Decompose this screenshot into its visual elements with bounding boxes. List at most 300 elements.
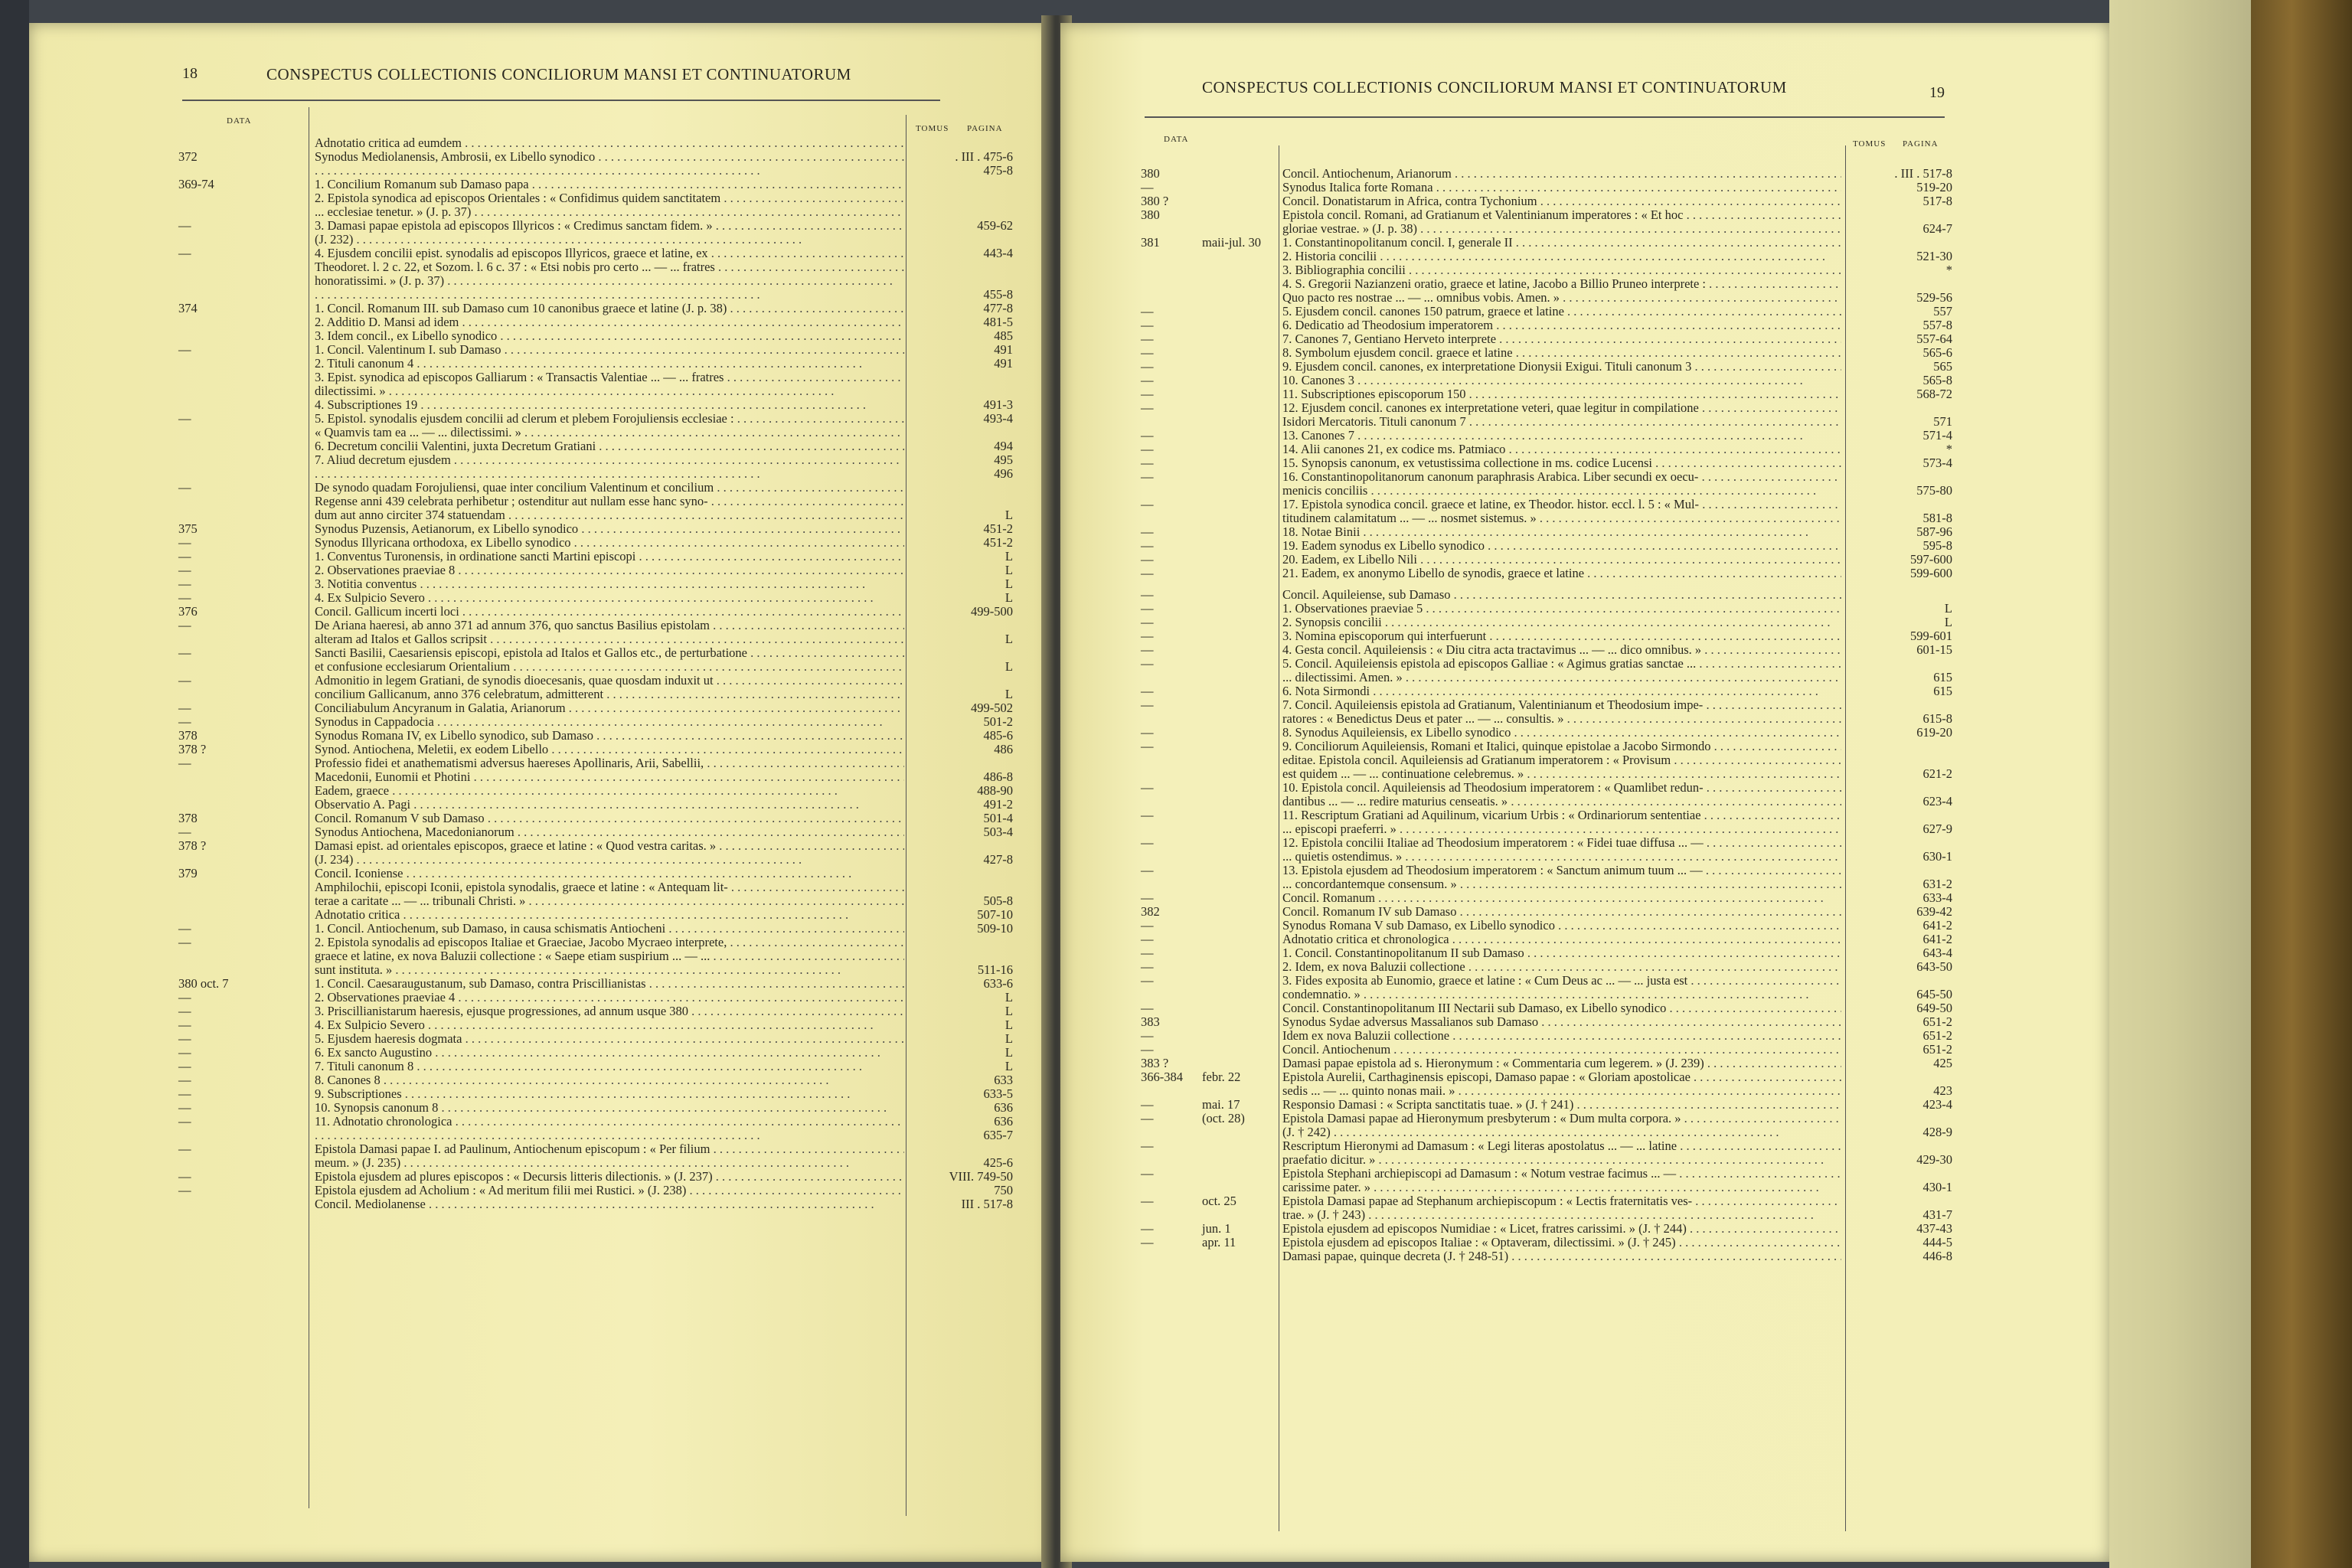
entry-volume-page: 423-4: [1922, 1097, 1952, 1112]
entry-volume-page: III . 517-8: [961, 1197, 1013, 1211]
entry-text: condemnatio. » . . .: [1282, 988, 1841, 1001]
entry-date: —: [1141, 642, 1154, 657]
entry-row: [178, 908, 1017, 922]
entry-date: —: [178, 1142, 191, 1156]
entry-volume-page: L: [1944, 615, 1952, 629]
entry-text: Concil. Aquileiense, sub Damaso . . .: [1282, 588, 1841, 602]
entry-volume-page: 425-6: [983, 1155, 1013, 1170]
entry-date: —: [1141, 656, 1154, 671]
entry-text: 3. Bibliographia concilii . . .: [1282, 263, 1841, 277]
entry-row: [178, 522, 1017, 536]
entry-volume-page: 643-4: [1922, 946, 1952, 960]
entry-text: Synodus Illyricana orthodoxa, ex Libello synodico . . .: [315, 536, 904, 550]
entry-text: 2. Epistola synodica ad episcopos Orientales : « Confidimus quidem sanctitatem . . .: [315, 191, 904, 205]
entry-volume-page: L: [1004, 549, 1013, 564]
entry-row: [1141, 374, 1952, 387]
entry-row: [178, 536, 1017, 550]
entry-text: 12. Ejusdem concil. canones ex interpretatione veteri, quae legitur in compilatione . . .: [1282, 401, 1841, 415]
entry-date: —: [178, 673, 191, 688]
entry-volume-page: 599-601: [1910, 629, 1952, 643]
entry-row: [1141, 318, 1952, 332]
entry-text: 2. Tituli canonum 4 . . .: [315, 357, 904, 371]
entry-text: Rescriptum Hieronymi ad Damasum : « Legi literas apostolatus ... — ... latine . . .: [1282, 1139, 1841, 1153]
entry-text: Concil. Antiochenum . . .: [1282, 1043, 1841, 1057]
entry-text: 3. Idem concil., ex Libello synodico . . .: [315, 329, 904, 343]
entry-volume-page: 494: [994, 439, 1013, 453]
col-tomus-right: TOMUS: [1853, 139, 1886, 149]
entry-row: [178, 674, 1017, 688]
entry-row: [178, 178, 1017, 191]
entry-text: dilectissimi. » . . .: [315, 384, 904, 398]
entry-date: —: [1141, 684, 1154, 698]
entry-text: Adnotatio critica et chronologica . . .: [1282, 933, 1841, 946]
entry-row: [1141, 1167, 1952, 1181]
entry-date: —: [178, 411, 191, 426]
entry-text: Synodus Antiochena, Macedonianorum . . .: [315, 825, 904, 839]
entry-text: [315, 467, 904, 481]
entry-row: [1141, 208, 1952, 222]
page-number-left: 18: [182, 65, 198, 82]
entry-text: 1. Concil. Romanum III. sub Damaso cum 10 canonibus graece et latine (J. p. 38) . . .: [315, 302, 904, 315]
entry-date: —: [1141, 400, 1154, 415]
entry-row: [1141, 629, 1952, 643]
entry-row: [1141, 250, 1952, 263]
entry-row: [178, 164, 1017, 178]
entry-volume-page: L: [1004, 508, 1013, 522]
entry-text: Theodoret. l. 2 c. 22, et Sozom. l. 6 c. 37 : « Etsi nobis pro certo ... — ... fratres . . .: [315, 260, 904, 274]
entry-text: [315, 1129, 904, 1142]
entry-date: 372: [178, 149, 198, 164]
entry-volume-page: 481-5: [983, 315, 1013, 329]
entry-text: Eadem, graece . . .: [315, 784, 904, 798]
entry-date: —: [1141, 1111, 1154, 1125]
entry-text: 5. Concil. Aquileiensis epistola ad episcopos Galliae : « Agimus gratias sanctae ... . . .: [1282, 657, 1841, 671]
entry-row: [178, 357, 1017, 371]
entry-row: [178, 371, 1017, 384]
entry-date: —: [178, 1059, 191, 1073]
right-entries: [1141, 167, 1952, 1263]
entry-volume-page: 587-96: [1916, 524, 1952, 539]
entry-text: titudinem calamitatum ... — ... nosmet sistemus. » . . .: [1282, 511, 1841, 525]
entry-text: [315, 164, 904, 178]
entry-date: —: [1141, 180, 1154, 194]
entry-volume-page: 446-8: [1922, 1249, 1952, 1263]
entry-row: [178, 619, 1017, 632]
entry-text: Damasi epist. ad orientales episcopos, graece et latine : « Quod vestra caritas. » . . .: [315, 839, 904, 853]
entry-text: Quo pacto res nostrae ... — ... omnibus vobis. Amen. » . . .: [1282, 291, 1841, 305]
entry-date: —: [1141, 1001, 1154, 1015]
book-cover: [2251, 0, 2352, 1568]
entry-row: [178, 839, 1017, 853]
entry-row: [1141, 539, 1952, 553]
entry-date: —: [178, 1183, 191, 1197]
entry-row: [1141, 360, 1952, 374]
entry-date: 378: [178, 811, 198, 825]
entry-volume-page: L: [1004, 687, 1013, 701]
entry-date: —: [178, 714, 191, 729]
entry-row: [178, 591, 1017, 605]
entry-row: [1141, 671, 1952, 684]
entry-row: [1141, 891, 1952, 905]
entry-text: 11. Subscriptiones episcoporum 150 . . .: [1282, 387, 1841, 401]
entry-volume-page: *: [1945, 263, 1952, 277]
entry-text: 1. Constantinopolitanum concil. I, generale II . . .: [1282, 236, 1841, 250]
entry-date: 366-384: [1141, 1070, 1183, 1084]
entry-text: 1. Concilium Romanum sub Damaso papa . . .: [315, 178, 904, 191]
entry-text: 4. Ejusdem concilii epist. synodalis ad episcopos Illyricos, graece et latine, ex . . .: [315, 247, 904, 260]
entry-volume-page: 633-6: [983, 976, 1013, 991]
entry-text: 9. Subscriptiones . . .: [315, 1087, 904, 1101]
entry-date: —: [178, 1073, 191, 1087]
entry-row: [178, 343, 1017, 357]
entry-date: —: [1141, 932, 1154, 946]
entry-row: [1141, 1070, 1952, 1084]
entry-date: —: [178, 935, 191, 949]
entry-volume-page: 599-600: [1910, 566, 1952, 580]
entry-date: 383: [1141, 1014, 1160, 1029]
entry-volume-page: 437-43: [1916, 1221, 1952, 1236]
entry-text: Synodus Puzensis, Aetianorum, ex Libello synodico . . .: [315, 522, 904, 536]
entry-row: [178, 260, 1017, 274]
entry-volume-page: 645-50: [1916, 987, 1952, 1001]
entry-date: 376: [178, 604, 198, 619]
entry-volume-page: *: [1945, 442, 1952, 456]
entry-day: apr. 11: [1202, 1235, 1236, 1250]
entry-row: [178, 936, 1017, 949]
entry-date: —: [178, 480, 191, 495]
entry-row: [178, 550, 1017, 564]
entry-text: Damasi papae epistola ad s. Hieronymum : « Commentaria cum legerem. » (J. 239) . . .: [1282, 1057, 1841, 1070]
entry-date: —: [1141, 587, 1154, 602]
entry-row: [178, 219, 1017, 233]
entry-volume-page: 423: [1933, 1083, 1952, 1098]
entry-row: [178, 1032, 1017, 1046]
entry-volume-page: 565-6: [1922, 345, 1952, 360]
entry-volume-page: 511-16: [977, 962, 1013, 977]
entry-text: Conciliabulum Ancyranum in Galatia, Arianorum . . .: [315, 701, 904, 715]
entry-text: 11. Rescriptum Gratiani ad Aquilinum, vicarium Urbis : « Ordinariorum sententiae . . .: [1282, 808, 1841, 822]
entry-volume-page: 493-4: [983, 411, 1013, 426]
entry-text: De Ariana haeresi, ab anno 371 ad annum 376, quo sanctus Basilius epistolam . . .: [315, 619, 904, 632]
entry-date: —: [1141, 552, 1154, 567]
entry-row: [1141, 346, 1952, 360]
col-tomus-left: TOMUS: [916, 124, 949, 133]
entry-text: 5. Ejusdem concil. canones 150 patrum, graece et latine . . .: [1282, 305, 1841, 318]
entry-date: —: [178, 825, 191, 839]
entry-date: —: [1141, 601, 1154, 616]
entry-row: [178, 136, 1017, 150]
left-page: [29, 23, 1051, 1562]
entry-row: [1141, 181, 1952, 194]
entry-row: [1141, 401, 1952, 415]
entry-row: [178, 495, 1017, 508]
entry-volume-page: 443-4: [983, 246, 1013, 260]
entry-text: Concil. Mediolanense . . .: [315, 1197, 904, 1211]
entry-text: Epistola ejusdem ad episcopos Italiae : « Optaveram, dilectissimi. » (J. † 245) . . .: [1282, 1236, 1841, 1250]
entry-text: Epistola Damasi papae ad Stephanum archiepiscopum : « Lectis fraternitatis ves- . . .: [1282, 1194, 1841, 1208]
entry-row: [178, 963, 1017, 977]
entry-text: Isidori Mercatoris. Tituli canonum 7 . . .: [1282, 415, 1841, 429]
entry-text: 17. Epistola synodica concil. graece et latine, ex Theodor. histor. eccl. l. 5 : « Mul- . . .: [1282, 498, 1841, 511]
entry-row: [178, 191, 1017, 205]
entry-volume-page: 557-64: [1916, 332, 1952, 346]
entry-text: concilium Gallicanum, anno 376 celebratum, admitterent . . .: [315, 688, 904, 701]
entry-row: [178, 302, 1017, 315]
entry-text: 1. Observationes praeviae 5 . . .: [1282, 602, 1841, 616]
entry-date: —: [1141, 918, 1154, 933]
page-number-right: 19: [1929, 84, 1945, 101]
entry-text: De synodo quadam Forojuliensi, quae inter concilium Valentinum et concilium . . .: [315, 481, 904, 495]
entry-text: alteram ad Italos et Gallos scripsit . . .: [315, 632, 904, 646]
entry-text: 1. Concil. Antiochenum, sub Damaso, in causa schismatis Antiocheni . . .: [315, 922, 904, 936]
entry-text: 9. Conciliorum Aquileiensis, Romani et Italici, quinque epistolae a Jacobo Sirmondo . . .: [1282, 740, 1841, 753]
entry-text: 9. Ejusdem concil. canones, ex interpretatione Dionysii Exigui. Tituli canonum 3 . . .: [1282, 360, 1841, 374]
entry-row: [1141, 456, 1952, 470]
entry-volume-page: 495: [994, 452, 1013, 467]
entry-row: [178, 1115, 1017, 1129]
entry-text: Adnotatio critica ad eumdem . . .: [315, 136, 904, 150]
entry-text: Regense anni 439 celebrata perhibetur ; ostenditur aut nullam esse hanc syno- . . .: [315, 495, 904, 508]
entry-date: 380 ?: [1141, 194, 1169, 208]
entry-row: [178, 1101, 1017, 1115]
entry-volume-page: 635-7: [983, 1128, 1013, 1142]
entry-volume-page: 501-2: [983, 714, 1013, 729]
entry-volume-page: 595-8: [1922, 538, 1952, 553]
entry-date: —: [178, 1018, 191, 1032]
entry-text: sedis ... — ... quinto nonas maii. » . . .: [1282, 1084, 1841, 1098]
entry-row: [1141, 960, 1952, 974]
entry-text: honoratissimi. » (J. p. 37) . . .: [315, 274, 904, 288]
entry-row: [1141, 795, 1952, 808]
entry-text: 13. Epistola ejusdem ad Theodosium imperatorem : « Sanctum animum tuum ... — . . .: [1282, 864, 1841, 877]
entry-text: 18. Notae Binii . . .: [1282, 525, 1841, 539]
entry-text: 6. Nota Sirmondi . . .: [1282, 684, 1841, 698]
entry-text: 6. Ex sancto Augustino . . .: [315, 1046, 904, 1060]
entry-row: [178, 439, 1017, 453]
entry-volume-page: 501-4: [983, 811, 1013, 825]
entry-row: [1141, 1015, 1952, 1029]
entry-text: Synod. Antiochena, Meletii, ex eodem Libello . . .: [315, 743, 904, 756]
entry-row: [1141, 1250, 1952, 1263]
entry-date: 382: [1141, 904, 1160, 919]
entry-date: —: [1141, 1097, 1154, 1112]
entry-text: Synodus Romana V sub Damaso, ex Libello synodico . . .: [1282, 919, 1841, 933]
entry-text: 3. Fides exposita ab Eunomio, graece et latine : « Cum Deus ac ... — ... justa est . . .: [1282, 974, 1841, 988]
entry-date: —: [178, 1045, 191, 1060]
entry-date: —: [1141, 725, 1154, 740]
entry-date: 381: [1141, 235, 1160, 250]
entry-row: [1141, 905, 1952, 919]
entry-text: sunt instituta. » . . .: [315, 963, 904, 977]
entry-text: (J. 234) . . .: [315, 853, 904, 867]
entry-row: [178, 398, 1017, 412]
entry-volume-page: 499-502: [971, 701, 1013, 715]
entry-date: 383 ?: [1141, 1056, 1169, 1070]
entry-volume-page: 581-8: [1922, 511, 1952, 525]
entry-row: [178, 274, 1017, 288]
entry-date: —: [1141, 497, 1154, 511]
entry-text: 3. Epist. synodica ad episcopos Galliarum : « Transactis Valentiae ... — ... fratres . . .: [315, 371, 904, 384]
entry-volume-page: 505-8: [983, 893, 1013, 908]
entry-volume-page: 643-50: [1916, 959, 1952, 974]
entry-date: —: [1141, 566, 1154, 580]
entry-row: [1141, 602, 1952, 616]
entry-text: ... ecclesiae tenetur. » (J. p. 37) . . .: [315, 205, 904, 219]
left-entries: [178, 136, 1017, 1211]
entry-row: [1141, 1098, 1952, 1112]
entry-volume-page: L: [1004, 1004, 1013, 1018]
entry-row: [178, 384, 1017, 398]
entry-row: [178, 1197, 1017, 1211]
entry-volume-page: 486: [994, 742, 1013, 756]
entry-row: [1141, 933, 1952, 946]
entry-text: graece et latine, ex nova Baluzii collectione : « Saepe etiam suspirium ... — ... . . .: [315, 949, 904, 963]
entry-row: [178, 1046, 1017, 1060]
entry-text: 2. Epistola synodalis ad episcopos Italiae et Graeciae, Jacobo Mycraeo interprete, . . .: [315, 936, 904, 949]
entry-text: praefatio dicitur. » . . .: [1282, 1153, 1841, 1167]
entry-volume-page: 641-2: [1922, 918, 1952, 933]
entry-volume-page: 431-7: [1922, 1207, 1952, 1222]
entry-text: Epistola ejusdem ad episcopos Numidiae : « Licet, fratres carissimi. » (J. † 244) . . .: [1282, 1222, 1841, 1236]
entry-row: [1141, 698, 1952, 712]
col-pagina-right: PAGINA: [1903, 139, 1939, 149]
entry-row: [178, 412, 1017, 426]
entry-row: [1141, 429, 1952, 443]
entry-text: gloriae vestrae. » (J. p. 38) . . .: [1282, 222, 1841, 236]
entry-row: [178, 729, 1017, 743]
entry-date: 375: [178, 521, 198, 536]
entry-row: [1141, 712, 1952, 726]
entry-volume-page: 425: [1933, 1056, 1952, 1070]
entry-volume-page: 557: [1933, 304, 1952, 318]
entry-volume-page: 503-4: [983, 825, 1013, 839]
entry-row: [1141, 1153, 1952, 1167]
entry-row: [1141, 332, 1952, 346]
entry-date: —: [178, 577, 191, 591]
entry-row: [1141, 726, 1952, 740]
entry-row: [1141, 864, 1952, 877]
entry-date: —: [178, 1114, 191, 1129]
entry-volume-page: 630-1: [1922, 849, 1952, 864]
entry-date: —: [1141, 332, 1154, 346]
entry-row: [178, 632, 1017, 646]
running-title-left: CONSPECTUS COLLECTIONIS CONCILIORUM MANSI ET CONTINUATORUM: [266, 65, 851, 83]
entry-volume-page: 627-9: [1922, 822, 1952, 836]
entry-volume-page: L: [1004, 1031, 1013, 1046]
entry-text: 2. Idem, ex nova Baluzii collectione . . .: [1282, 960, 1841, 974]
entry-row: [1141, 443, 1952, 456]
col-pagina-left: PAGINA: [967, 124, 1003, 133]
entry-text: Synodus Mediolanensis, Ambrosii, ex Libello synodico . . .: [315, 150, 904, 164]
entry-volume-page: 485-6: [983, 728, 1013, 743]
entry-text: 7. Aliud decretum ejusdem . . .: [315, 453, 904, 467]
entry-volume-page: 571: [1933, 414, 1952, 429]
entry-row: [1141, 498, 1952, 511]
entry-text: 1. Concil. Valentinum I. sub Damaso . . .: [315, 343, 904, 357]
entry-text: Professio fidei et anathematismi adversus haereses Apollinaris, Arii, Sabellii, . . .: [315, 756, 904, 770]
entry-row: [1141, 236, 1952, 250]
entry-volume-page: 499-500: [971, 604, 1013, 619]
entry-volume-page: L: [1004, 632, 1013, 646]
entry-row: [1141, 877, 1952, 891]
entry-row: [1141, 657, 1952, 671]
entry-text: 8. Canones 8 . . .: [315, 1073, 904, 1087]
entry-row: [1141, 1194, 1952, 1208]
entry-row: [178, 977, 1017, 991]
entry-row: [178, 1156, 1017, 1170]
entry-volume-page: 428-9: [1922, 1125, 1952, 1139]
entry-text: Macedonii, Eunomii et Photini . . .: [315, 770, 904, 784]
entry-row: [1141, 1112, 1952, 1125]
entry-volume-page: 573-4: [1922, 456, 1952, 470]
entry-row: [178, 1142, 1017, 1156]
entry-row: [1141, 740, 1952, 753]
entry-day: febr. 22: [1202, 1070, 1241, 1084]
entry-date: —: [1141, 808, 1154, 822]
entry-date: —: [1141, 1235, 1154, 1250]
entry-volume-page: 651-2: [1922, 1014, 1952, 1029]
entry-text: 4. Ex Sulpicio Severo . . .: [315, 1018, 904, 1032]
entry-row: [178, 150, 1017, 164]
entry-row: [178, 949, 1017, 963]
entry-row: [178, 688, 1017, 701]
entry-date: —: [1141, 304, 1154, 318]
entry-volume-page: 486-8: [983, 769, 1013, 784]
entry-date: —: [178, 246, 191, 260]
entry-text: terae a caritate ... — ... tribunali Christi. » . . .: [315, 894, 904, 908]
entry-text: 8. Symbolum ejusdem concil. graece et latine . . .: [1282, 346, 1841, 360]
entry-volume-page: 624-7: [1922, 221, 1952, 236]
entry-volume-page: 615: [1933, 684, 1952, 698]
entry-date: 369-74: [178, 177, 214, 191]
entry-row: [178, 867, 1017, 880]
entry-text: 2. Observationes praeviae 4 . . .: [315, 991, 904, 1004]
entry-volume-page: 491-2: [983, 797, 1013, 812]
entry-date: —: [178, 1169, 191, 1184]
entry-row: [178, 770, 1017, 784]
entry-volume-page: 571-4: [1922, 428, 1952, 443]
entry-text: 3. Priscillianistarum haeresis, ejusque progressiones, ad annum usque 380 . . .: [315, 1004, 904, 1018]
entry-row: [178, 426, 1017, 439]
entry-text: 8. Synodus Aquileiensis, ex Libello synodico . . .: [1282, 726, 1841, 740]
entry-text: 14. Alii canones 21, ex codice ms. Patmiaco . . .: [1282, 443, 1841, 456]
entry-row: [1141, 222, 1952, 236]
entry-date: —: [178, 590, 191, 605]
entry-date: —: [1141, 469, 1154, 484]
entry-date: —: [178, 921, 191, 936]
entry-row: [1141, 277, 1952, 291]
header-rule-right: [1145, 116, 1945, 118]
entry-text: 1. Conventus Turonensis, in ordinatione sancti Martini episcopi . . .: [315, 550, 904, 564]
header-rule-left: [182, 100, 940, 101]
entry-volume-page: 427-8: [983, 852, 1013, 867]
entry-volume-page: 557-8: [1922, 318, 1952, 332]
entry-row: [178, 743, 1017, 756]
entry-row: [1141, 1043, 1952, 1057]
entry-date: —: [1141, 959, 1154, 974]
entry-row: [1141, 305, 1952, 318]
entry-text: 4. Gesta concil. Aquileiensis : « Diu citra acta tractavimus ... — ... dico omnibus. » . . .: [1282, 643, 1841, 657]
entry-text: 1. Concil. Constantinopolitanum II sub Damaso . . .: [1282, 946, 1841, 960]
entry-volume-page: 623-4: [1922, 794, 1952, 808]
entry-row: [178, 1073, 1017, 1087]
entry-row: [178, 1004, 1017, 1018]
entry-date: —: [1141, 946, 1154, 960]
entry-text: meum. » (J. 235) . . .: [315, 1156, 904, 1170]
entry-row: [1141, 580, 1952, 588]
entry-row: [178, 715, 1017, 729]
entry-text: 2. Additio D. Mansi ad idem . . .: [315, 315, 904, 329]
